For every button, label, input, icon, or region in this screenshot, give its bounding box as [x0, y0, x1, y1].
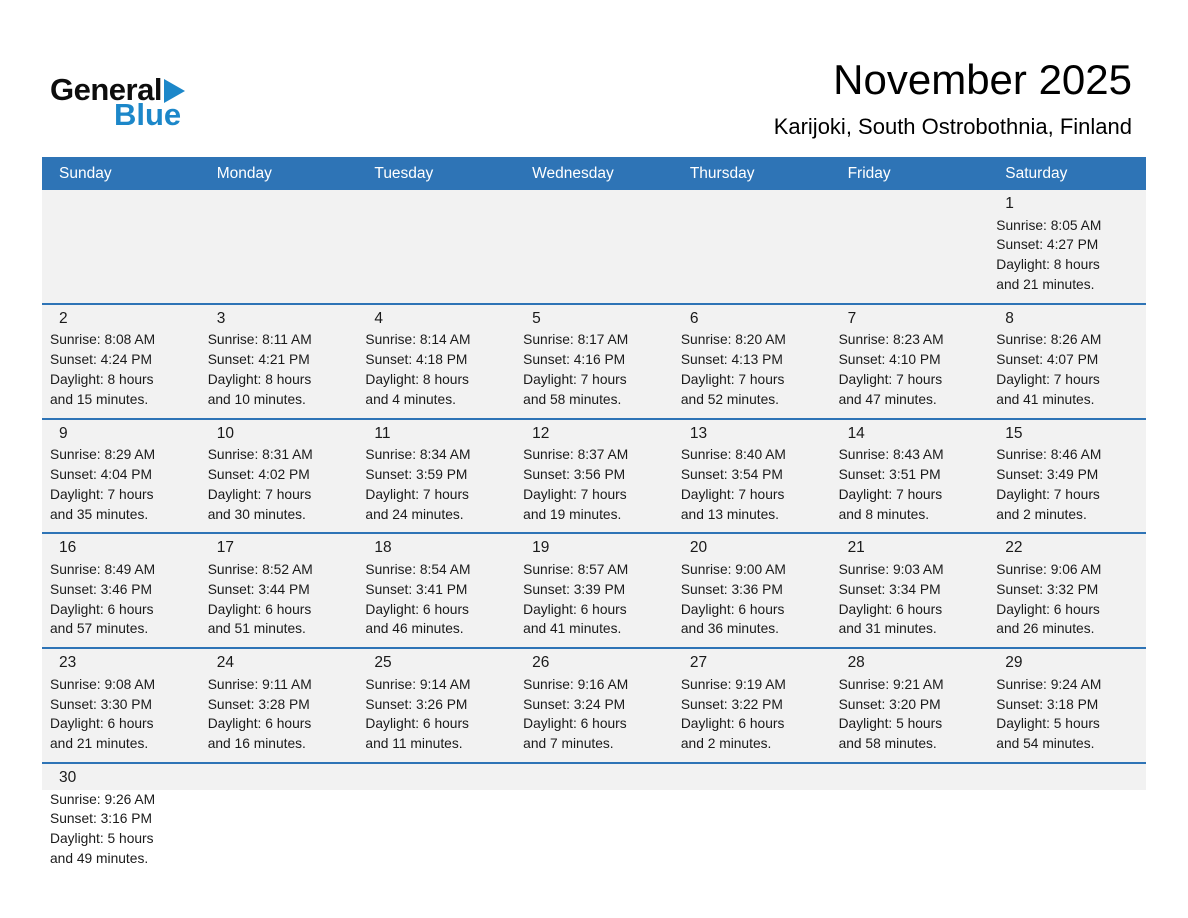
sunset-text: Sunset: 3:18 PM	[996, 696, 1099, 712]
calendar-grid	[42, 190, 1146, 880]
sunrise-text: Sunrise: 8:17 AM	[523, 332, 629, 348]
day-number: 21	[847, 539, 865, 557]
day-cell-15	[988, 420, 1146, 533]
empty-day-cell	[42, 190, 200, 303]
daylight-text-line2: and 8 minutes.	[838, 506, 930, 522]
weekday-header-friday: Friday	[847, 164, 891, 182]
day-number: 6	[689, 309, 699, 327]
daylight-text-line2: and 46 minutes.	[365, 621, 464, 637]
sunset-text: Sunset: 4:24 PM	[50, 352, 153, 368]
weekday-header-row	[42, 157, 1146, 190]
daylight-text-line1: Daylight: 8 hours	[996, 257, 1100, 273]
day-number: 9	[59, 424, 68, 442]
day-number: 27	[689, 654, 708, 672]
day-number: 12	[532, 424, 550, 442]
sunset-text: Sunset: 3:46 PM	[50, 581, 153, 597]
daylight-text-line2: and 10 minutes.	[207, 391, 306, 407]
daylight-text-line2: and 13 minutes.	[680, 506, 780, 522]
sunrise-text: Sunrise: 8:14 AM	[365, 332, 471, 348]
day-number: 29	[1005, 654, 1023, 672]
day-number: 8	[1005, 309, 1014, 327]
sunrise-text: Sunrise: 8:46 AM	[996, 447, 1102, 463]
sunset-text: Sunset: 3:39 PM	[523, 581, 626, 597]
empty-day-cell	[515, 190, 673, 303]
sunset-text: Sunset: 3:56 PM	[523, 466, 626, 482]
sunrise-text: Sunrise: 9:08 AM	[50, 676, 156, 692]
daylight-text-line1: Daylight: 7 hours	[523, 486, 627, 502]
daylight-text-line2: and 30 minutes.	[207, 506, 306, 522]
sunset-text: Sunset: 3:26 PM	[365, 696, 468, 712]
daylight-text-line1: Daylight: 6 hours	[365, 601, 469, 617]
sunset-text: Sunset: 4:21 PM	[207, 352, 310, 368]
daylight-text-line2: and 21 minutes.	[996, 276, 1095, 292]
sunrise-text: Sunrise: 9:26 AM	[50, 791, 156, 807]
week-row-5	[42, 647, 1146, 762]
daylight-text-line2: and 4 minutes.	[365, 391, 456, 407]
week-row-6	[42, 762, 1146, 880]
calendar	[42, 157, 1146, 880]
weekday-header-saturday: Saturday	[1005, 164, 1068, 182]
day-number: 10	[216, 424, 234, 442]
daylight-text-line2: and 35 minutes.	[50, 506, 149, 522]
daylight-text-line1: Daylight: 7 hours	[207, 486, 312, 502]
daylight-text-line2: and 41 minutes.	[996, 391, 1095, 407]
day-cell-3	[200, 305, 358, 418]
daylight-text-line2: and 2 minutes.	[680, 736, 772, 752]
sunrise-text: Sunrise: 8:49 AM	[50, 561, 156, 577]
sunrise-text: Sunrise: 9:16 AM	[523, 676, 629, 692]
sunrise-text: Sunrise: 8:29 AM	[50, 447, 156, 463]
day-number: 17	[216, 539, 234, 557]
daylight-text-line1: Daylight: 6 hours	[207, 601, 312, 617]
day-cell-18	[357, 534, 515, 647]
weekday-header-tuesday: Tuesday	[374, 164, 434, 182]
sunrise-text: Sunrise: 9:00 AM	[680, 561, 786, 577]
daylight-text-line2: and 2 minutes.	[996, 506, 1087, 522]
empty-day-cell	[673, 764, 831, 880]
day-number: 15	[1005, 424, 1023, 442]
sunset-text: Sunset: 3:54 PM	[680, 466, 783, 482]
sunset-text: Sunset: 3:24 PM	[523, 696, 626, 712]
day-number: 3	[216, 309, 226, 327]
weekday-header-monday: Monday	[216, 164, 272, 182]
daylight-text-line1: Daylight: 7 hours	[680, 371, 785, 387]
sunrise-text: Sunrise: 8:31 AM	[207, 447, 313, 463]
daylight-text-line2: and 41 minutes.	[523, 621, 622, 637]
sunset-text: Sunset: 4:18 PM	[365, 352, 468, 368]
daylight-text-line2: and 15 minutes.	[50, 391, 149, 407]
day-cell-17	[200, 534, 358, 647]
day-cell-14	[831, 420, 989, 533]
day-cell-27	[673, 649, 831, 762]
day-number: 30	[59, 768, 77, 786]
day-number: 13	[689, 424, 708, 442]
sunset-text: Sunset: 3:36 PM	[680, 581, 783, 597]
daylight-text-line1: Daylight: 6 hours	[365, 716, 469, 732]
daylight-text-line1: Daylight: 6 hours	[50, 601, 154, 617]
day-cell-19	[515, 534, 673, 647]
sunrise-text: Sunrise: 8:08 AM	[50, 332, 156, 348]
empty-day-cell	[515, 764, 673, 880]
sunrise-text: Sunrise: 8:20 AM	[680, 332, 786, 348]
day-cell-20	[673, 534, 831, 647]
week-row-1	[42, 190, 1146, 303]
sunset-text: Sunset: 3:44 PM	[207, 581, 310, 597]
sunrise-text: Sunrise: 8:05 AM	[996, 217, 1102, 233]
daylight-text-line1: Daylight: 6 hours	[523, 716, 627, 732]
daylight-text-line2: and 57 minutes.	[50, 621, 149, 637]
sunset-text: Sunset: 3:34 PM	[838, 581, 941, 597]
day-cell-11	[357, 420, 515, 533]
day-cell-29	[988, 649, 1146, 762]
empty-day-cell	[357, 190, 515, 303]
day-cell-1	[988, 190, 1146, 303]
day-cell-7	[831, 305, 989, 418]
weekday-header-sunday: Sunday	[59, 164, 112, 182]
daylight-text-line1: Daylight: 7 hours	[523, 371, 627, 387]
location-subtitle: Karijoki, South Ostrobothnia, Finland	[773, 114, 1132, 140]
daylight-text-line1: Daylight: 7 hours	[838, 486, 943, 502]
daylight-text-line2: and 24 minutes.	[365, 506, 464, 522]
sunset-text: Sunset: 3:32 PM	[996, 581, 1099, 597]
day-cell-2	[42, 305, 200, 418]
day-cell-22	[988, 534, 1146, 647]
day-number: 7	[847, 309, 857, 327]
day-cell-23	[42, 649, 200, 762]
daylight-text-line1: Daylight: 6 hours	[680, 716, 785, 732]
sunrise-text: Sunrise: 9:06 AM	[996, 561, 1102, 577]
day-number: 22	[1005, 539, 1023, 557]
daylight-text-line2: and 19 minutes.	[523, 506, 622, 522]
day-number: 5	[532, 309, 541, 327]
daylight-text-line1: Daylight: 8 hours	[50, 371, 154, 387]
daylight-text-line1: Daylight: 7 hours	[365, 486, 469, 502]
sunrise-text: Sunrise: 8:23 AM	[838, 332, 944, 348]
sunset-text: Sunset: 4:16 PM	[523, 352, 626, 368]
day-cell-9	[42, 420, 200, 533]
daylight-text-line2: and 58 minutes.	[838, 736, 937, 752]
daylight-text-line2: and 54 minutes.	[996, 736, 1095, 752]
sunrise-text: Sunrise: 9:24 AM	[996, 676, 1102, 692]
day-cell-16	[42, 534, 200, 647]
day-cell-28	[831, 649, 989, 762]
day-cell-26	[515, 649, 673, 762]
sunrise-text: Sunrise: 9:14 AM	[365, 676, 471, 692]
sunrise-text: Sunrise: 9:19 AM	[680, 676, 786, 692]
sunrise-text: Sunrise: 9:03 AM	[838, 561, 944, 577]
logo-text-blue: Blue	[114, 97, 182, 132]
week-row-4	[42, 532, 1146, 647]
sunset-text: Sunset: 3:16 PM	[50, 811, 153, 827]
day-number: 1	[1005, 195, 1014, 212]
empty-day-cell	[357, 764, 515, 880]
daylight-text-line2: and 36 minutes.	[680, 621, 780, 637]
daylight-text-line2: and 58 minutes.	[523, 391, 622, 407]
sunrise-text: Sunrise: 8:57 AM	[523, 561, 629, 577]
sunset-text: Sunset: 3:59 PM	[365, 466, 468, 482]
empty-day-cell	[673, 190, 831, 303]
daylight-text-line2: and 7 minutes.	[523, 736, 614, 752]
sunrise-text: Sunrise: 8:54 AM	[365, 561, 471, 577]
sunset-text: Sunset: 3:20 PM	[838, 696, 941, 712]
daylight-text-line1: Daylight: 8 hours	[207, 371, 312, 387]
daylight-text-line1: Daylight: 6 hours	[838, 601, 943, 617]
daylight-text-line1: Daylight: 7 hours	[50, 486, 154, 502]
daylight-text-line2: and 16 minutes.	[207, 736, 306, 752]
sunset-text: Sunset: 3:28 PM	[207, 696, 310, 712]
day-cell-25	[357, 649, 515, 762]
day-cell-30	[42, 764, 200, 880]
page-title: November 2025	[833, 56, 1132, 103]
day-cell-5	[515, 305, 673, 418]
day-number: 19	[532, 539, 550, 557]
sunrise-text: Sunrise: 8:43 AM	[838, 447, 944, 463]
sunrise-text: Sunrise: 9:21 AM	[838, 676, 944, 692]
daylight-text-line1: Daylight: 7 hours	[996, 486, 1100, 502]
logo-text-general: General	[50, 72, 162, 107]
daylight-text-line1: Daylight: 6 hours	[207, 716, 312, 732]
day-number: 2	[59, 309, 68, 327]
daylight-text-line2: and 31 minutes.	[838, 621, 937, 637]
day-number: 23	[59, 654, 77, 672]
daylight-text-line1: Daylight: 7 hours	[838, 371, 943, 387]
daylight-text-line1: Daylight: 6 hours	[50, 716, 154, 732]
empty-day-cell	[200, 190, 358, 303]
daylight-text-line1: Daylight: 7 hours	[996, 371, 1100, 387]
week-row-2	[42, 303, 1146, 418]
day-number: 18	[374, 539, 392, 557]
daylight-text-line1: Daylight: 7 hours	[680, 486, 785, 502]
day-number: 16	[59, 539, 77, 557]
day-cell-6	[673, 305, 831, 418]
daylight-text-line1: Daylight: 6 hours	[996, 601, 1100, 617]
sunrise-text: Sunrise: 8:37 AM	[523, 447, 629, 463]
title-block	[774, 56, 1132, 140]
empty-day-cell	[200, 764, 358, 880]
empty-day-cell	[831, 190, 989, 303]
daylight-text-line1: Daylight: 5 hours	[50, 831, 154, 847]
day-number: 11	[374, 424, 391, 442]
sunrise-text: Sunrise: 8:34 AM	[365, 447, 471, 463]
empty-day-cell	[988, 764, 1146, 880]
sunrise-text: Sunrise: 8:40 AM	[680, 447, 786, 463]
day-number: 25	[374, 654, 392, 672]
day-cell-13	[673, 420, 831, 533]
sunset-text: Sunset: 4:04 PM	[50, 466, 153, 482]
sunset-text: Sunset: 4:13 PM	[680, 352, 783, 368]
daylight-text-line1: Daylight: 5 hours	[996, 716, 1100, 732]
sunset-text: Sunset: 4:07 PM	[996, 352, 1099, 368]
day-number: 24	[216, 654, 234, 672]
daylight-text-line2: and 26 minutes.	[996, 621, 1095, 637]
day-number: 28	[847, 654, 865, 672]
day-cell-24	[200, 649, 358, 762]
day-cell-8	[988, 305, 1146, 418]
sunset-text: Sunset: 3:30 PM	[50, 696, 153, 712]
sunset-text: Sunset: 3:41 PM	[365, 581, 468, 597]
daylight-text-line1: Daylight: 6 hours	[523, 601, 627, 617]
daylight-text-line2: and 52 minutes.	[680, 391, 780, 407]
weekday-header-wednesday: Wednesday	[532, 164, 614, 182]
day-cell-10	[200, 420, 358, 533]
daylight-text-line1: Daylight: 6 hours	[680, 601, 785, 617]
general-blue-logo	[50, 74, 185, 130]
daylight-text-line1: Daylight: 8 hours	[365, 371, 469, 387]
daylight-text-line2: and 11 minutes.	[365, 736, 463, 752]
sunset-text: Sunset: 3:49 PM	[996, 466, 1099, 482]
sunset-text: Sunset: 4:10 PM	[838, 352, 941, 368]
day-number: 14	[847, 424, 865, 442]
day-cell-21	[831, 534, 989, 647]
day-number: 26	[532, 654, 550, 672]
sunrise-text: Sunrise: 9:11 AM	[207, 676, 312, 692]
weekday-header-thursday: Thursday	[689, 164, 755, 182]
day-number: 20	[689, 539, 708, 557]
week-row-3	[42, 418, 1146, 533]
sunset-text: Sunset: 4:27 PM	[996, 237, 1099, 253]
daylight-text-line2: and 49 minutes.	[50, 850, 149, 866]
sunset-text: Sunset: 3:22 PM	[680, 696, 783, 712]
daylight-text-line2: and 51 minutes.	[207, 621, 306, 637]
sunrise-text: Sunrise: 8:11 AM	[207, 332, 312, 348]
day-number: 4	[374, 309, 384, 327]
day-cell-4	[357, 305, 515, 418]
daylight-text-line2: and 21 minutes.	[50, 736, 149, 752]
day-cell-12	[515, 420, 673, 533]
sunset-text: Sunset: 3:51 PM	[838, 466, 941, 482]
empty-day-cell	[831, 764, 989, 880]
sunrise-text: Sunrise: 8:26 AM	[996, 332, 1102, 348]
sunset-text: Sunset: 4:02 PM	[207, 466, 310, 482]
daylight-text-line2: and 47 minutes.	[838, 391, 937, 407]
sunrise-text: Sunrise: 8:52 AM	[207, 561, 313, 577]
daylight-text-line1: Daylight: 5 hours	[838, 716, 943, 732]
